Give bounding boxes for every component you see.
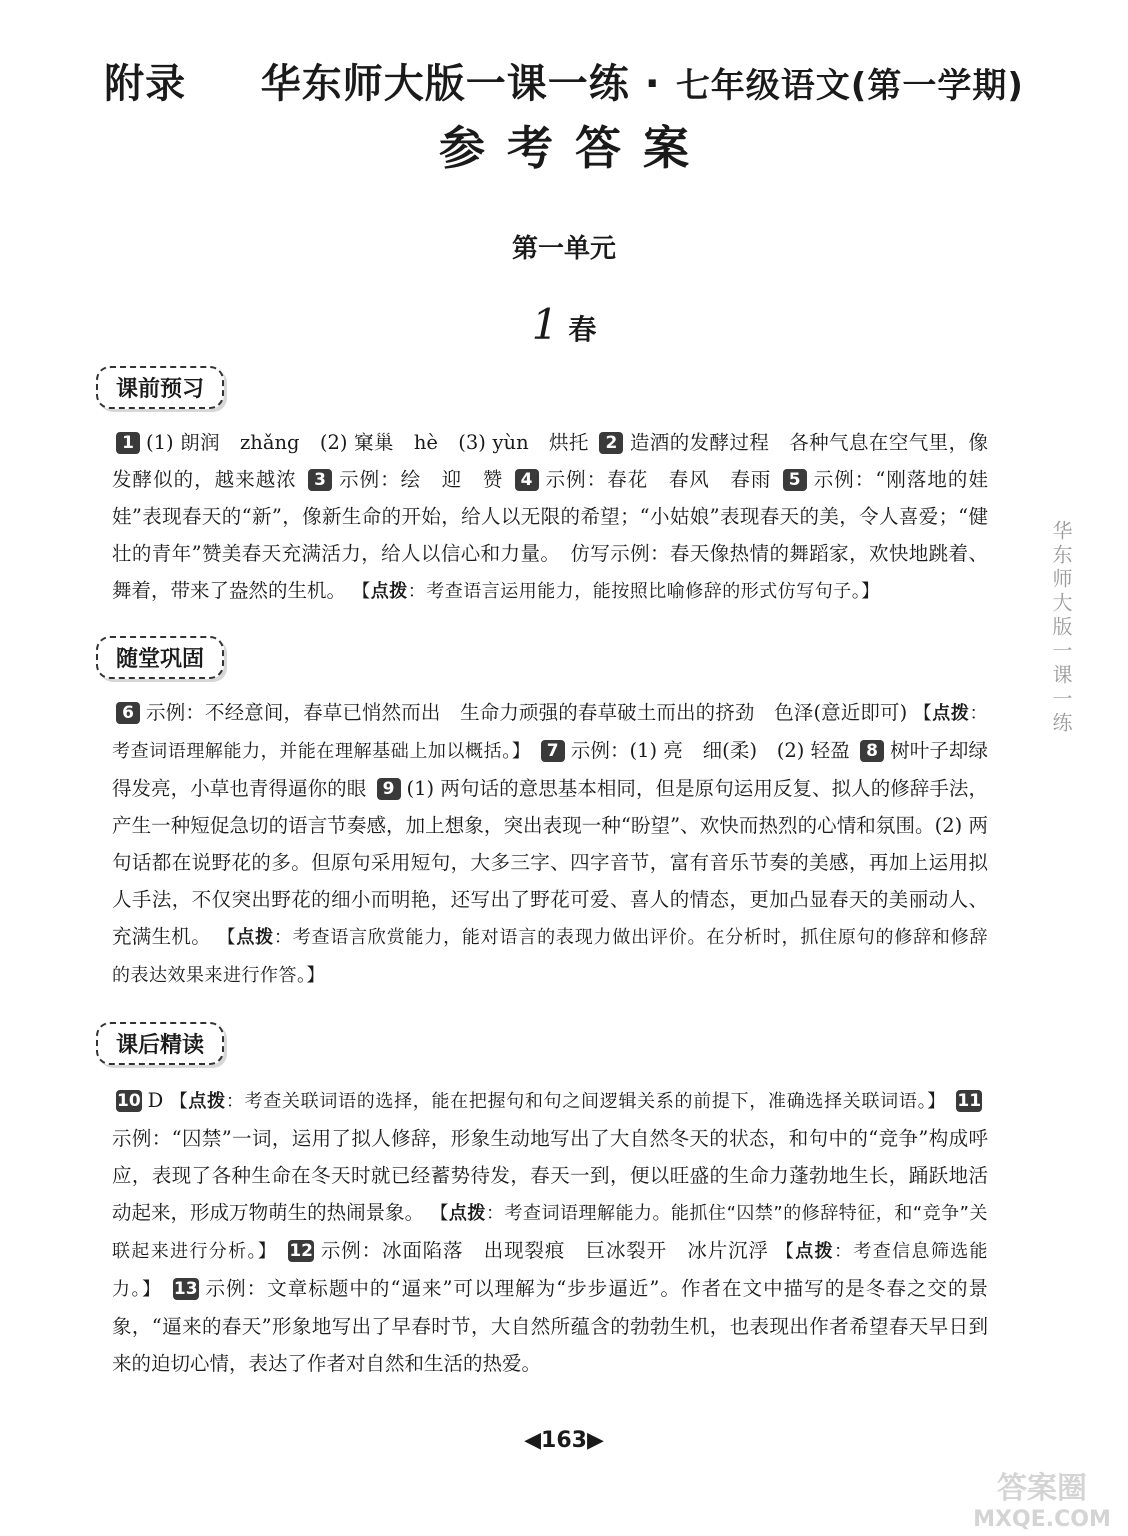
unit-heading: 第一单元 bbox=[511, 234, 616, 264]
answer-text: (1) 朗润 zhǎng (2) 窠巢 hè (3) yùn 烘托 bbox=[146, 431, 589, 454]
title-dot: · bbox=[644, 61, 661, 107]
hint-note: 【点拨：考查信息筛选能力。】 bbox=[112, 1241, 989, 1300]
answer-text: 造酒的发酵过程 各种气息在空气里，像发酵似的，越来越浓 bbox=[112, 431, 988, 491]
lesson-number: 1 bbox=[531, 300, 559, 349]
question-number: 4 bbox=[515, 469, 539, 491]
hint-note: 【点拨：考查语言运用能力，能按照比喻修辞的形式仿写句子。】 bbox=[352, 581, 880, 602]
question-number: 2 bbox=[599, 432, 623, 454]
question-number: 3 bbox=[308, 469, 332, 491]
answer-text: (1) 两句话的意思基本相同，但是原句运用反复、拟人的修辞手法，产生一种短促急切的语言节奏感，加上想象，突出表现一种“盼望”、欢快而热烈的心情和氛围。(2) 两句话都在说野花的多。但原句采用短句，大多三字、四字音节，富有音乐节奏的美感，再加上运用拟人手法，不仅突出野花的细小而明艳，还写出了野花可爱、喜人的情态，更加凸显春天的美丽动人、充满生机。 bbox=[112, 777, 988, 948]
hint-text: 考查词语理解能力，并能在理解基础上加以概括。 bbox=[112, 741, 512, 762]
question-number: 11 bbox=[957, 1091, 982, 1111]
hint-label: 点拨 bbox=[932, 703, 970, 724]
side-running-title: 华东师大版一课一练 bbox=[1049, 520, 1073, 736]
question-number: 7 bbox=[541, 740, 565, 762]
answer-text: 树叶子却绿得发亮，小草也青得逼你的眼 bbox=[112, 739, 989, 800]
answer-text: 示例：文章标题中的“逼来”可以理解为“步步逼近”。作者在文中描写的是冬春之交的景象，“逼来的春天”形象地写出了早春时节，大自然所蕴含的勃勃生机，也表现出作者希望春天早日到来的迫切心情，表达了作者对自然和生活的热爱。 bbox=[112, 1277, 989, 1375]
hint-label: 点拨 bbox=[188, 1091, 226, 1112]
answer-text: 示例：“囚禁”一词，运用了拟人修辞，形象生动地写出了大自然冬天的状态，和句中的“竞争”构成呼应，表现了各种生命在冬天时就已经蓄势待发，春天一到，便以旺盛的生命力蓬勃地生长，踊跃地活动起来，形成万物萌生的热闹景象。 bbox=[112, 1127, 988, 1224]
hint-note: 【点拨：考查词语理解能力。能抓住“囚禁”的修辞特征，和“竞争”关联起来进行分析。】 bbox=[112, 1203, 989, 1262]
section-preview-answers bbox=[112, 424, 988, 610]
section-reading-answers bbox=[112, 1082, 988, 1382]
hint-text: 考查词语理解能力。能抓住“囚禁”的修辞特征，和“竞争”关联起来进行分析。 bbox=[112, 1203, 989, 1262]
hint-note: 【点拨：考查语言欣赏能力，能对语言的表现力做出评价。在分析时，抓住原句的修辞和修辞的表达效果来进行作答。】 bbox=[112, 927, 989, 986]
question-number: 13 bbox=[173, 1279, 198, 1299]
answers-heading: 参考答案 bbox=[439, 121, 711, 175]
question-number: 1 bbox=[116, 432, 140, 454]
answer-text: 示例：冰面陷落 出现裂痕 巨冰裂开 冰片沉浮 bbox=[320, 1239, 769, 1262]
question-number: 5 bbox=[783, 469, 807, 491]
watermark-line2: MXQE.COM bbox=[973, 1507, 1111, 1532]
appendix-label: 附录 bbox=[104, 61, 187, 107]
hint-label: 点拨 bbox=[370, 581, 408, 602]
hint-label: 点拨 bbox=[448, 1203, 486, 1224]
question-number: 9 bbox=[377, 778, 401, 800]
hint-label: 点拨 bbox=[795, 1241, 835, 1262]
section-practice-answers bbox=[112, 694, 988, 994]
grade-subject: 七年级语文(第一学期) bbox=[675, 66, 1024, 106]
hint-text: 考查信息筛选能力。 bbox=[112, 1241, 989, 1300]
hint-text: 考查语言欣赏能力，能对语言的表现力做出评价。在分析时，抓住原句的修辞和修辞的表达效果来进行作答。 bbox=[112, 927, 989, 986]
hint-text: 考查语言运用能力，能按照比喻修辞的形式仿写句子。 bbox=[426, 581, 862, 602]
lesson-title: 春 bbox=[568, 313, 597, 346]
hint-text: 考查关联词语的选择，能在把握句和句之间逻辑关系的前提下，准确选择关联词语。 bbox=[244, 1091, 928, 1112]
answer-text: D bbox=[147, 1089, 164, 1112]
answer-text: 示例：(1) 亮 细(柔) (2) 轻盈 bbox=[570, 739, 850, 762]
answer-text: 示例：不经意间，春草已悄然而出 生命力顽强的春草破土而出的挤劲 色泽(意近即可) bbox=[146, 701, 908, 724]
section-label-preview: 课前预习 bbox=[96, 366, 224, 409]
answer-text: 示例：春花 春风 春雨 bbox=[544, 468, 772, 491]
hint-label: 点拨 bbox=[236, 927, 274, 948]
watermark-line1: 答案圈 bbox=[997, 1471, 1087, 1506]
lesson-heading bbox=[0, 300, 1128, 349]
answer-text: 示例：绘 迎 赞 bbox=[338, 468, 504, 491]
section-label-practice: 随堂巩固 bbox=[96, 636, 224, 679]
question-number: 6 bbox=[116, 702, 140, 724]
question-number: 8 bbox=[860, 740, 884, 762]
answer-text: 示例：“刚落地的娃娃”表现春天的“新”，像新生命的开始，给人以无限的希望；“小姑娘”表现春天的美，令人喜爱；“健壮的青年”赞美春天充满活力，给人以信心和力量。 仿写示例：春天像热情的舞蹈家，欢快地跳着、舞着，带来了盎然的生机。 bbox=[112, 468, 988, 602]
hint-note: 【点拨：考查词语理解能力，并能在理解基础上加以概括。】 bbox=[112, 703, 989, 762]
question-number: 10 bbox=[117, 1091, 141, 1111]
section-label-reading: 课后精读 bbox=[96, 1022, 224, 1065]
hint-note: 【点拨：考查关联词语的选择，能在把握句和句之间逻辑关系的前提下，准确选择关联词语。】 bbox=[169, 1091, 946, 1112]
page-number: ◀163▶ bbox=[524, 1428, 604, 1453]
watermark-logo bbox=[958, 1462, 1126, 1532]
book-name: 华东师大版一课一练 bbox=[260, 61, 630, 107]
question-number: 12 bbox=[289, 1241, 314, 1261]
book-title bbox=[0, 52, 1128, 109]
